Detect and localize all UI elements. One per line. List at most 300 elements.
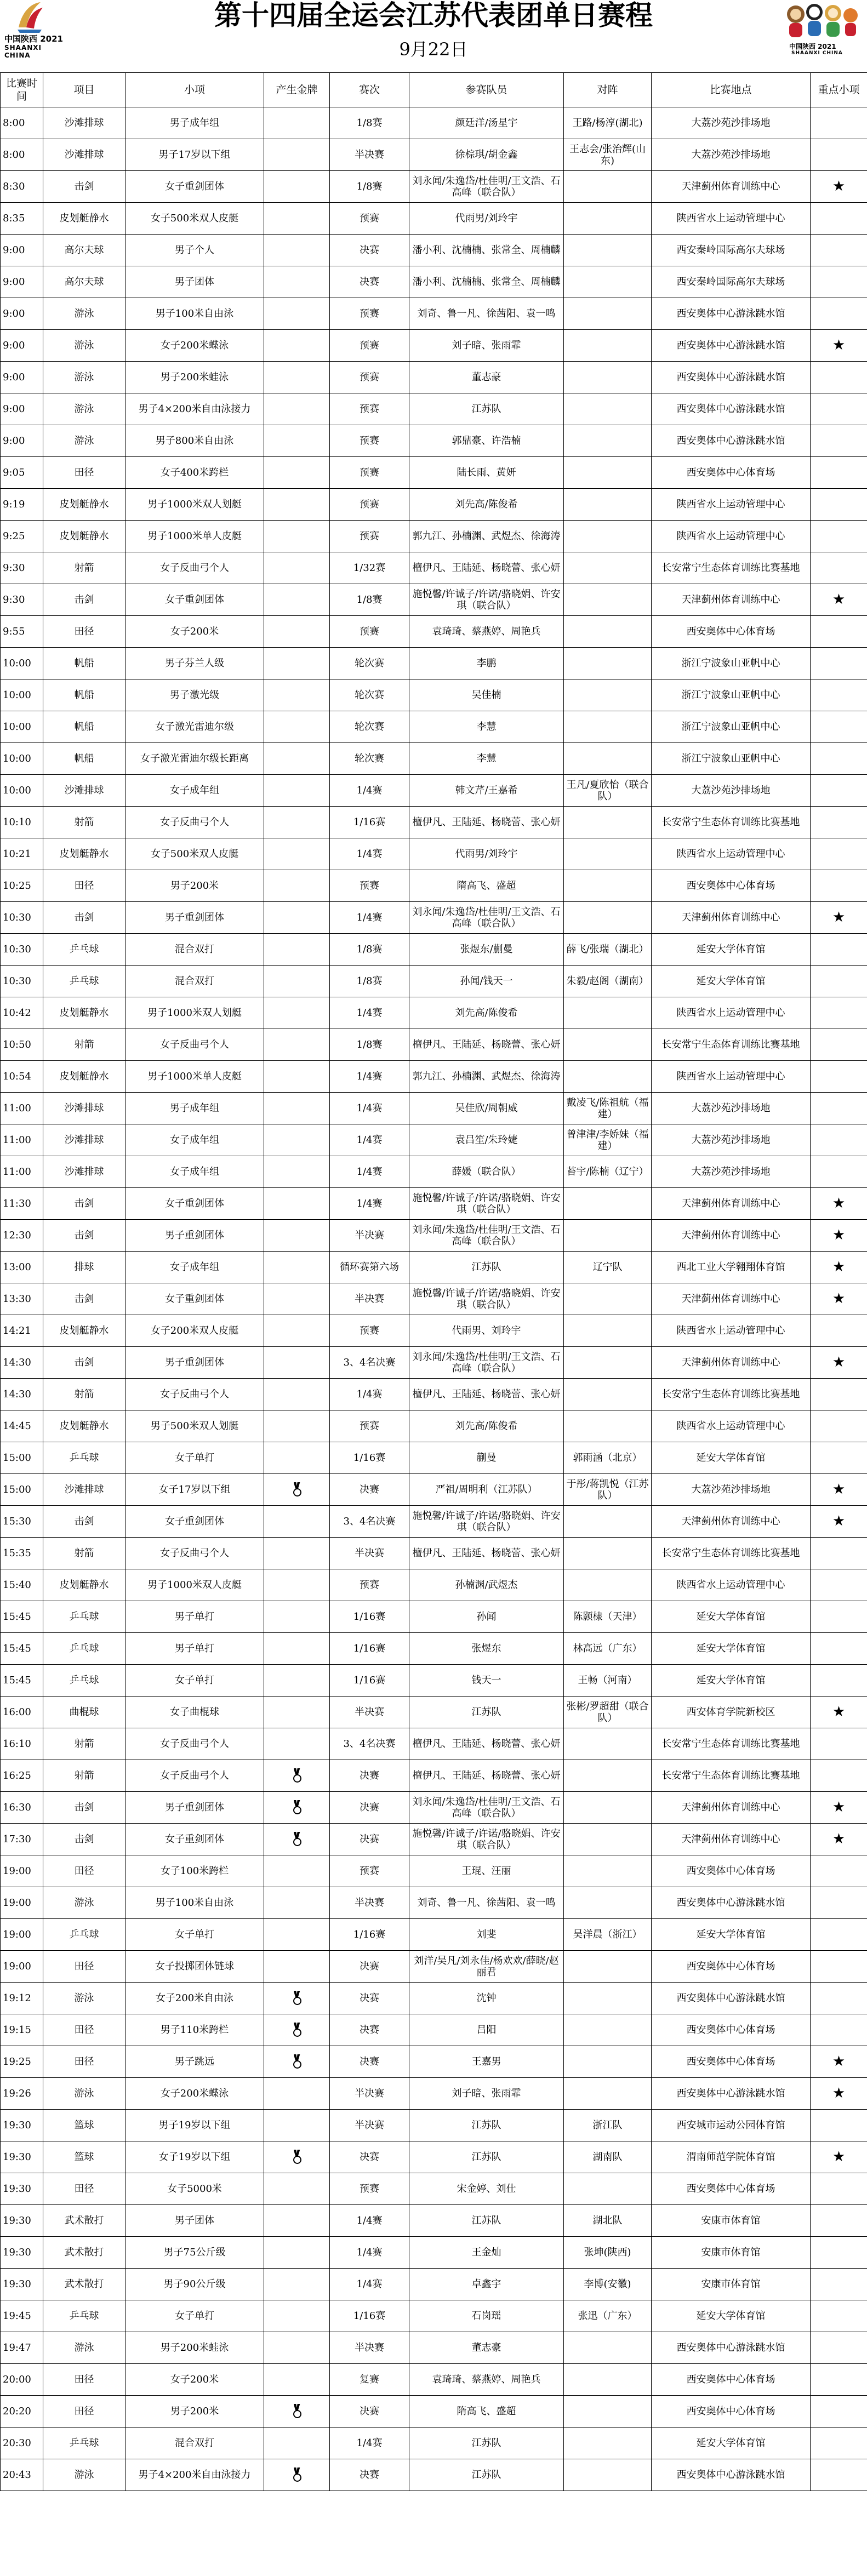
key-event-cell [811, 870, 867, 902]
medal-cell [264, 1919, 330, 1951]
sub-event-cell: 女子200米蝶泳 [126, 330, 264, 362]
opponent-cell [564, 1760, 652, 1792]
opponent-cell: 苔宇/陈楠（辽宁） [564, 1156, 652, 1188]
medal-cell [264, 2141, 330, 2173]
event-cell: 射箭 [43, 1538, 126, 1569]
venue-cell: 浙江宁波象山亚帆中心 [652, 711, 811, 743]
event-cell: 田径 [43, 2396, 126, 2428]
athletes-cell: 吴佳楠 [409, 679, 564, 711]
round-cell: 1/16赛 [330, 1601, 409, 1633]
key-event-cell [811, 648, 867, 679]
opponent-cell: 浙江队 [564, 2110, 652, 2141]
event-cell: 皮划艇静水 [43, 1410, 126, 1442]
table-row [1, 1919, 867, 1951]
venue-cell: 西安奥体中心游泳跳水馆 [652, 393, 811, 425]
event-cell: 乒乓球 [43, 1601, 126, 1633]
sub-event-cell: 女子200米 [126, 2364, 264, 2396]
sub-event-cell: 女子重剑团体 [126, 584, 264, 616]
athletes-cell: 檀伊凡、王陆延、杨晓蕾、张心妍 [409, 1760, 564, 1792]
table-row [1, 1124, 867, 1156]
medal-cell [264, 807, 330, 838]
athletes-cell: 王嘉男 [409, 2046, 564, 2078]
venue-cell: 陕西省水上运动管理中心 [652, 838, 811, 870]
round-cell: 半决赛 [330, 1220, 409, 1252]
venue-cell: 西安奥体中心游泳跳水馆 [652, 425, 811, 457]
table-row [1, 1156, 867, 1188]
event-cell: 田径 [43, 2173, 126, 2205]
round-cell: 3、4名决赛 [330, 1728, 409, 1760]
opponent-cell: 辽宁队 [564, 1252, 652, 1283]
table-row [1, 1855, 867, 1887]
key-event-cell: ★ [811, 2046, 867, 2078]
venue-cell: 大荔沙苑沙排场地 [652, 107, 811, 139]
time-cell: 9:19 [1, 489, 43, 521]
venue-cell: 陕西省水上运动管理中心 [652, 489, 811, 521]
time-cell: 19:47 [1, 2332, 43, 2364]
table-row [1, 584, 867, 616]
event-cell: 游泳 [43, 1983, 126, 2014]
time-cell: 15:45 [1, 1633, 43, 1665]
sub-event-cell: 男子1000米双人划艇 [126, 489, 264, 521]
event-cell: 篮球 [43, 2110, 126, 2141]
opponent-cell [564, 1315, 652, 1347]
event-cell: 射箭 [43, 807, 126, 838]
event-cell: 游泳 [43, 1887, 126, 1919]
medal-cell [264, 2173, 330, 2205]
key-event-cell [811, 1410, 867, 1442]
opponent-cell [564, 1188, 652, 1220]
round-cell: 预赛 [330, 457, 409, 489]
schedule-date: 9月22日 [399, 39, 468, 60]
athletes-cell: 檀伊凡、王陆延、杨晓蕾、张心妍 [409, 807, 564, 838]
time-cell: 9:00 [1, 298, 43, 330]
athletes-cell: 江苏队 [409, 2110, 564, 2141]
venue-cell: 天津蓟州体育训练中心 [652, 1347, 811, 1379]
medal-cell [264, 235, 330, 266]
column-header-athletes: 参赛队员 [409, 73, 564, 107]
key-event-cell: ★ [811, 1252, 867, 1283]
medal-cell [264, 1156, 330, 1188]
column-header-opponent: 对阵 [564, 73, 652, 107]
schedule-table [0, 72, 867, 2491]
medal-cell [264, 1569, 330, 1601]
event-cell: 帆船 [43, 711, 126, 743]
event-cell: 游泳 [43, 330, 126, 362]
opponent-cell [564, 997, 652, 1029]
event-cell: 曲棍球 [43, 1697, 126, 1728]
sub-event-cell: 女子激光雷迪尔级 [126, 711, 264, 743]
table-row [1, 1188, 867, 1220]
athletes-cell: 施悦馨/许诚子/许诺/骆晓娟、许安琪（联合队） [409, 1506, 564, 1538]
medal-cell [264, 679, 330, 711]
event-cell: 射箭 [43, 1728, 126, 1760]
opponent-cell: 张彬/罗超甜（联合队） [564, 1697, 652, 1728]
round-cell: 轮次赛 [330, 648, 409, 679]
medal-cell [264, 1061, 330, 1093]
sub-event-cell: 女子400米跨栏 [126, 457, 264, 489]
venue-cell: 长安常宁生态体育训练比赛基地 [652, 1728, 811, 1760]
venue-cell: 大荔沙苑沙排场地 [652, 1124, 811, 1156]
venue-cell: 西安奥体中心体育场 [652, 2046, 811, 2078]
sub-event-cell: 女子200米 [126, 616, 264, 648]
table-row [1, 1410, 867, 1442]
round-cell: 1/4赛 [330, 1124, 409, 1156]
event-cell: 击剑 [43, 584, 126, 616]
venue-cell: 延安大学体育馆 [652, 2428, 811, 2459]
table-row [1, 552, 867, 584]
event-cell: 击剑 [43, 1283, 126, 1315]
venue-cell: 天津蓟州体育训练中心 [652, 1506, 811, 1538]
athletes-cell: 蒯曼 [409, 1442, 564, 1474]
key-event-cell [811, 1633, 867, 1665]
table-row [1, 1569, 867, 1601]
venue-cell: 长安常宁生态体育训练比赛基地 [652, 1379, 811, 1410]
time-cell: 16:00 [1, 1697, 43, 1728]
athletes-cell: 钱天一 [409, 1665, 564, 1697]
medal-cell [264, 1220, 330, 1252]
table-row [1, 2428, 867, 2459]
medal-cell [264, 902, 330, 934]
schedule-body [1, 107, 867, 2491]
venue-cell: 天津蓟州体育训练中心 [652, 1188, 811, 1220]
opponent-cell [564, 616, 652, 648]
event-cell: 排球 [43, 1252, 126, 1283]
time-cell: 10:00 [1, 648, 43, 679]
table-row [1, 966, 867, 997]
time-cell: 10:50 [1, 1029, 43, 1061]
sub-event-cell: 男子激光级 [126, 679, 264, 711]
round-cell: 1/16赛 [330, 2300, 409, 2332]
medal-cell [264, 2205, 330, 2237]
table-row [1, 1474, 867, 1506]
round-cell: 1/8赛 [330, 1029, 409, 1061]
opponent-cell [564, 2046, 652, 2078]
round-cell: 决赛 [330, 1760, 409, 1792]
athletes-cell: 刘子暗、张雨霏 [409, 2078, 564, 2110]
opponent-cell [564, 2078, 652, 2110]
medal-cell [264, 997, 330, 1029]
athletes-cell: 刘奇、鲁一凡、徐茜阳、袁一鸣 [409, 1887, 564, 1919]
venue-cell: 长安常宁生态体育训练比赛基地 [652, 1538, 811, 1569]
medal-cell [264, 2078, 330, 2110]
key-event-cell: ★ [811, 2078, 867, 2110]
medal-cell [264, 457, 330, 489]
time-cell: 19:00 [1, 1951, 43, 1983]
mascot-logo [780, 0, 863, 59]
time-cell: 10:10 [1, 807, 43, 838]
venue-cell: 西安秦岭国际高尔夫球场 [652, 266, 811, 298]
venue-cell: 西安奥体中心体育场 [652, 457, 811, 489]
sub-event-cell: 女子反曲弓个人 [126, 552, 264, 584]
key-event-cell [811, 2300, 867, 2332]
venue-cell: 天津蓟州体育训练中心 [652, 584, 811, 616]
key-event-cell [811, 2428, 867, 2459]
opponent-cell [564, 330, 652, 362]
sub-event-cell: 女子反曲弓个人 [126, 1029, 264, 1061]
event-cell: 射箭 [43, 552, 126, 584]
athletes-cell: 张煜东 [409, 1633, 564, 1665]
sub-event-cell: 男子重剑团体 [126, 1347, 264, 1379]
sub-event-cell: 男子200米 [126, 870, 264, 902]
key-event-cell [811, 743, 867, 775]
sub-event-cell: 女子200米蝶泳 [126, 2078, 264, 2110]
opponent-cell [564, 838, 652, 870]
key-event-cell [811, 393, 867, 425]
medal-cell [264, 2332, 330, 2364]
venue-cell: 西安奥体中心游泳跳水馆 [652, 2078, 811, 2110]
column-header-round: 赛次 [330, 73, 409, 107]
athletes-cell: 董志豪 [409, 362, 564, 393]
venue-cell: 西安奥体中心游泳跳水馆 [652, 1887, 811, 1919]
opponent-cell [564, 711, 652, 743]
key-event-cell [811, 679, 867, 711]
medal-cell [264, 743, 330, 775]
athletes-cell: 江苏队 [409, 2428, 564, 2459]
key-event-cell [811, 1887, 867, 1919]
time-cell: 9:25 [1, 521, 43, 552]
column-header-key-event: 重点小项 [811, 73, 867, 107]
table-row [1, 1538, 867, 1569]
event-cell: 游泳 [43, 2332, 126, 2364]
key-event-cell [811, 1951, 867, 1983]
sub-event-cell: 混合双打 [126, 934, 264, 966]
venue-cell: 长安常宁生态体育训练比赛基地 [652, 1760, 811, 1792]
venue-cell: 大荔沙苑沙排场地 [652, 775, 811, 807]
medal-cell [264, 1538, 330, 1569]
table-row [1, 934, 867, 966]
sub-event-cell: 女子重剑团体 [126, 171, 264, 203]
event-cell: 乒乓球 [43, 1665, 126, 1697]
opponent-cell [564, 393, 652, 425]
medal-cell [264, 2396, 330, 2428]
time-cell: 15:30 [1, 1506, 43, 1538]
athletes-cell: 江苏队 [409, 2141, 564, 2173]
sub-event-cell: 男子110米跨栏 [126, 2014, 264, 2046]
venue-cell: 天津蓟州体育训练中心 [652, 1283, 811, 1315]
event-cell: 皮划艇静水 [43, 489, 126, 521]
time-cell: 19:26 [1, 2078, 43, 2110]
athletes-cell: 徐棕琪/胡金鑫 [409, 139, 564, 171]
time-cell: 8:00 [1, 139, 43, 171]
athletes-cell: 刘永闻/朱逸岱/杜佳明/王文浩、石高峰（联合队） [409, 902, 564, 934]
column-header-time: 比赛时间 [1, 73, 43, 107]
venue-cell: 陕西省水上运动管理中心 [652, 997, 811, 1029]
venue-cell: 西安奥体中心游泳跳水馆 [652, 2332, 811, 2364]
opponent-cell: 王路/杨淳(湖北) [564, 107, 652, 139]
athletes-cell: 刘先高/陈俊希 [409, 1410, 564, 1442]
key-event-cell [811, 966, 867, 997]
round-cell: 预赛 [330, 521, 409, 552]
opponent-cell [564, 2428, 652, 2459]
venue-cell: 西安奥体中心游泳跳水馆 [652, 298, 811, 330]
medal-cell [264, 1093, 330, 1124]
medal-cell [264, 616, 330, 648]
venue-cell: 安康市体育馆 [652, 2237, 811, 2269]
round-cell: 循环赛第六场 [330, 1252, 409, 1283]
event-cell: 皮划艇静水 [43, 1315, 126, 1347]
key-event-cell [811, 139, 867, 171]
venue-cell: 天津蓟州体育训练中心 [652, 171, 811, 203]
round-cell: 预赛 [330, 362, 409, 393]
medal-cell [264, 1728, 330, 1760]
key-event-cell: ★ [811, 1506, 867, 1538]
event-cell: 田径 [43, 2014, 126, 2046]
event-cell: 沙滩排球 [43, 139, 126, 171]
event-cell: 皮划艇静水 [43, 1061, 126, 1093]
sub-event-cell: 男子90公斤级 [126, 2269, 264, 2300]
table-row [1, 1665, 867, 1697]
venue-cell: 西安奥体中心游泳跳水馆 [652, 330, 811, 362]
table-row [1, 997, 867, 1029]
medal-cell [264, 362, 330, 393]
sub-event-cell: 女子200米自由泳 [126, 1983, 264, 2014]
venue-cell: 西安奥体中心体育场 [652, 2014, 811, 2046]
column-header-sub-event: 小项 [126, 73, 264, 107]
key-event-cell: ★ [811, 330, 867, 362]
athletes-cell: 刘先高/陈俊希 [409, 997, 564, 1029]
sub-event-cell: 女子单打 [126, 2300, 264, 2332]
time-cell: 10:00 [1, 711, 43, 743]
sub-event-cell: 女子500米双人皮艇 [126, 203, 264, 235]
round-cell: 1/4赛 [330, 1061, 409, 1093]
athletes-cell: 施悦馨/许诚子/许诺/骆晓娟、许安琪（联合队） [409, 1824, 564, 1855]
opponent-cell [564, 1506, 652, 1538]
medal-cell [264, 1983, 330, 2014]
table-row [1, 1983, 867, 2014]
venue-cell: 西安奥体中心体育场 [652, 1855, 811, 1887]
opponent-cell [564, 1029, 652, 1061]
key-event-cell: ★ [811, 1347, 867, 1379]
sub-event-cell: 女子单打 [126, 1665, 264, 1697]
time-cell: 19:30 [1, 2110, 43, 2141]
time-cell: 9:00 [1, 235, 43, 266]
round-cell: 1/4赛 [330, 838, 409, 870]
opponent-cell [564, 1061, 652, 1093]
event-cell: 沙滩排球 [43, 1474, 126, 1506]
medal-cell [264, 1252, 330, 1283]
event-cell: 沙滩排球 [43, 1093, 126, 1124]
venue-cell: 延安大学体育馆 [652, 1442, 811, 1474]
time-cell: 13:30 [1, 1283, 43, 1315]
medal-cell [264, 139, 330, 171]
key-event-cell [811, 807, 867, 838]
key-event-cell [811, 1061, 867, 1093]
event-cell: 击剑 [43, 1824, 126, 1855]
key-event-cell [811, 1315, 867, 1347]
time-cell: 15:00 [1, 1442, 43, 1474]
athletes-cell: 潘小利、沈楠楠、张常全、周楠麟 [409, 235, 564, 266]
gold-medal-icon [292, 2468, 303, 2483]
athletes-cell: 董志豪 [409, 2332, 564, 2364]
key-event-cell: ★ [811, 1188, 867, 1220]
sub-event-cell: 女子单打 [126, 1442, 264, 1474]
table-row [1, 2141, 867, 2173]
venue-cell: 延安大学体育馆 [652, 1601, 811, 1633]
opponent-cell: 郭雨涵（北京） [564, 1442, 652, 1474]
sub-event-cell: 男子成年组 [126, 107, 264, 139]
sub-event-cell: 男子单打 [126, 1633, 264, 1665]
round-cell: 1/16赛 [330, 807, 409, 838]
time-cell: 19:00 [1, 1855, 43, 1887]
time-cell: 16:10 [1, 1728, 43, 1760]
athletes-cell: 颜廷洋/汤星宇 [409, 107, 564, 139]
key-event-cell: ★ [811, 171, 867, 203]
venue-cell: 西北工业大学翱翔体育馆 [652, 1252, 811, 1283]
key-event-cell: ★ [811, 902, 867, 934]
venue-cell: 陕西省水上运动管理中心 [652, 1315, 811, 1347]
time-cell: 9:30 [1, 584, 43, 616]
time-cell: 15:00 [1, 1474, 43, 1506]
athletes-cell: 严祖/周明利（江苏队） [409, 1474, 564, 1506]
medal-cell [264, 2269, 330, 2300]
opponent-cell [564, 679, 652, 711]
sub-event-cell: 男子1000米单人皮艇 [126, 521, 264, 552]
medal-cell [264, 1633, 330, 1665]
time-cell: 20:20 [1, 2396, 43, 2428]
key-event-cell [811, 775, 867, 807]
sub-event-cell: 女子100米跨栏 [126, 1855, 264, 1887]
key-event-cell [811, 997, 867, 1029]
sub-event-cell: 男子200米 [126, 2396, 264, 2428]
medal-cell [264, 552, 330, 584]
column-header-event: 项目 [43, 73, 126, 107]
athletes-cell: 陆长雨、黄妍 [409, 457, 564, 489]
event-cell: 田径 [43, 870, 126, 902]
round-cell: 决赛 [330, 1824, 409, 1855]
round-cell: 1/8赛 [330, 107, 409, 139]
event-cell: 帆船 [43, 743, 126, 775]
time-cell: 20:30 [1, 2428, 43, 2459]
table-row [1, 616, 867, 648]
athletes-cell: 宋金婷、刘仕 [409, 2173, 564, 2205]
round-cell: 决赛 [330, 2046, 409, 2078]
event-cell: 游泳 [43, 2078, 126, 2110]
sub-event-cell: 男子团体 [126, 2205, 264, 2237]
sub-event-cell: 男子17岁以下组 [126, 139, 264, 171]
medal-cell [264, 1410, 330, 1442]
athletes-cell: 代雨男、刘玲宇 [409, 1315, 564, 1347]
event-cell: 游泳 [43, 362, 126, 393]
sub-event-cell: 女子17岁以下组 [126, 1474, 264, 1506]
opponent-cell: 吴洋晨（浙江） [564, 1919, 652, 1951]
event-cell: 高尔夫球 [43, 235, 126, 266]
key-event-cell: ★ [811, 1474, 867, 1506]
round-cell: 1/4赛 [330, 902, 409, 934]
table-row [1, 2205, 867, 2237]
event-cell: 田径 [43, 457, 126, 489]
medal-cell [264, 203, 330, 235]
table-row [1, 711, 867, 743]
round-cell: 预赛 [330, 425, 409, 457]
round-cell: 半决赛 [330, 2332, 409, 2364]
medal-cell [264, 393, 330, 425]
medal-cell [264, 521, 330, 552]
round-cell: 1/4赛 [330, 2269, 409, 2300]
event-cell: 乒乓球 [43, 2300, 126, 2332]
key-event-cell [811, 2237, 867, 2269]
athletes-cell: 吕阳 [409, 2014, 564, 2046]
round-cell: 1/4赛 [330, 1379, 409, 1410]
table-row [1, 1283, 867, 1315]
table-row [1, 2237, 867, 2269]
athletes-cell: 郭九江、孙楠渊、武煜杰、徐海涛 [409, 1061, 564, 1093]
medal-cell [264, 1760, 330, 1792]
venue-cell: 长安常宁生态体育训练比赛基地 [652, 807, 811, 838]
round-cell: 半决赛 [330, 1283, 409, 1315]
table-row [1, 902, 867, 934]
sub-event-cell: 男子19岁以下组 [126, 2110, 264, 2141]
round-cell: 轮次赛 [330, 743, 409, 775]
